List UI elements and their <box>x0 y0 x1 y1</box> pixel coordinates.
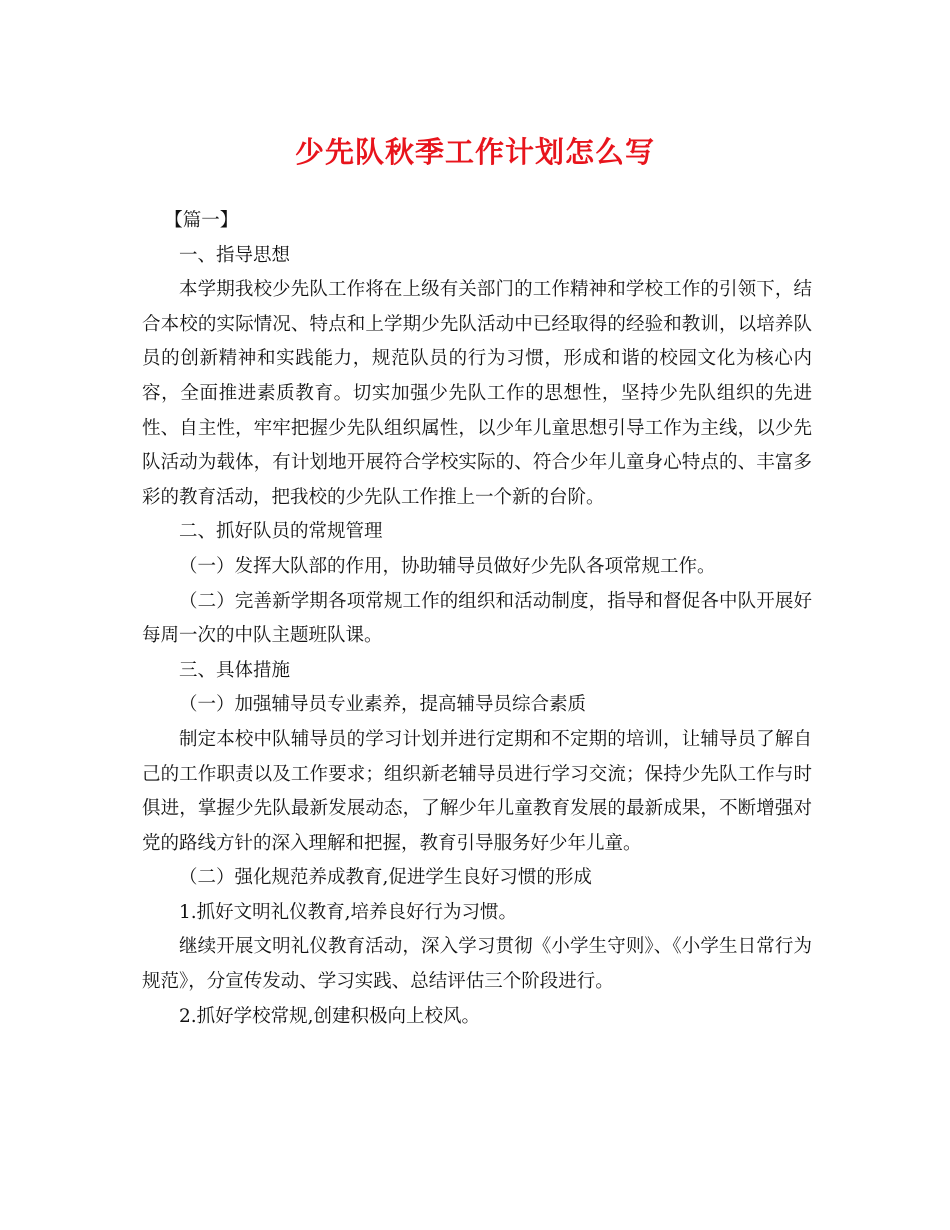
list-item-routine-1: （一）发挥大队部的作用，协助辅导员做好少先队各项常规工作。 <box>179 555 716 577</box>
list-item-school-routine: 2.抓好学校常规,创建积极向上校风。 <box>179 1005 481 1027</box>
document-title: 少先队秋季工作计划怎么写 <box>294 135 655 169</box>
paragraph-counselor-training: 制定本校中队辅导员的学习计划并进行定期和不定期的培训，让辅导员了解自己的工作职责以及工作要求；组织新老辅导员进行学习交流；保持少先队工作与时俱进，掌握少先队最新发展动态，了解少年儿童教育发展的最新成果，不断增强对党的路线方针的深入理解和把握，教育引导服务好少年儿童。 <box>142 728 812 854</box>
list-item-routine-2: （二）完善新学期各项常规工作的组织和活动制度，指导和督促各中队开展好每周一次的中队主题班队课。 <box>142 590 812 647</box>
heading-routine-management: 二、抓好队员的常规管理 <box>179 521 383 543</box>
document-body <box>142 204 812 1034</box>
heading-specific-measures: 三、具体措施 <box>179 659 291 681</box>
subheading-habit-education: （二）强化规范养成教育,促进学生良好习惯的形成 <box>179 867 592 889</box>
heading-guiding-ideology: 一、指导思想 <box>179 244 291 266</box>
paragraph-etiquette-activities: 继续开展文明礼仪教育活动，深入学习贯彻《小学生守则》、《小学生日常行为规范》，分宣传发动、学习实践、总结评估三个阶段进行。 <box>142 936 812 993</box>
paragraph-guiding-ideology: 本学期我校少先队工作将在上级有关部门的工作精神和学校工作的引领下，结合本校的实际情况、特点和上学期少先队活动中已经取得的经验和教训，以培养队员的创新精神和实践能力，规范队员的行为习惯，形成和谐的校园文化为核心内容，全面推进素质教育。切实加强少先队工作的思想性，坚持少先队组织的先进性、自主性，牢牢把握少先队组织属性，以少年儿童思想引导工作为主线，以少先队活动为载体，有计划地开展符合学校实际的、符合少年儿童身心特点的、丰富多彩的教育活动，把我校的少先队工作推上一个新的台阶。 <box>142 279 812 508</box>
section-label: 【篇一】 <box>164 210 239 231</box>
subheading-counselor-quality: （一）加强辅导员专业素养，提高辅导员综合素质 <box>179 694 587 716</box>
list-item-etiquette: 1.抓好文明礼仪教育,培养良好行为习惯。 <box>179 901 518 923</box>
